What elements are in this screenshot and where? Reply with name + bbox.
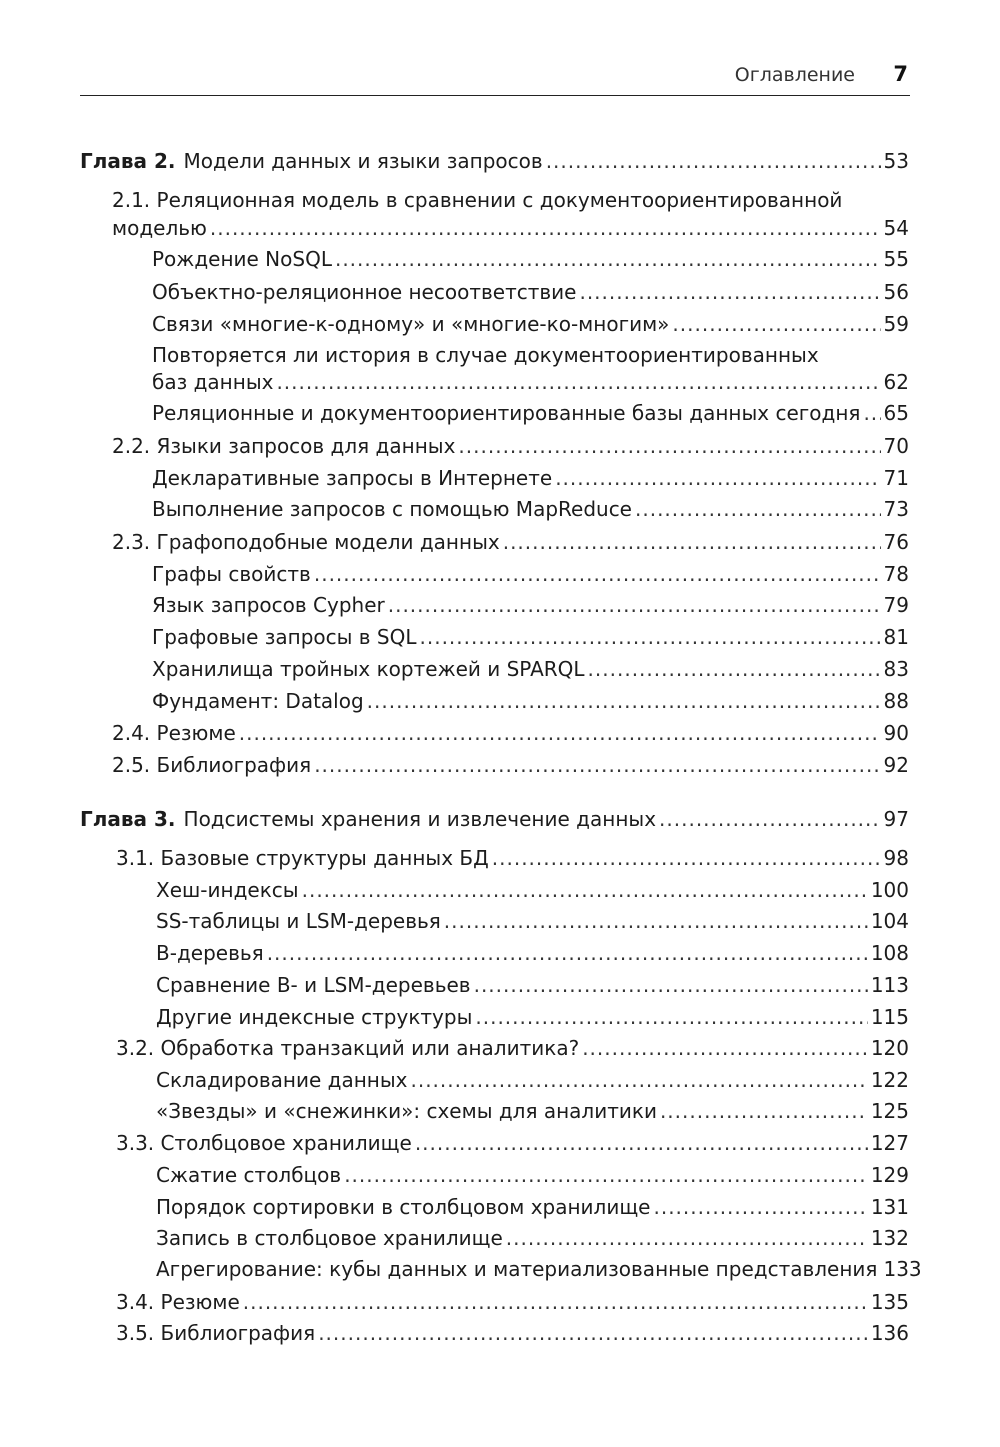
dot-leader — [475, 1004, 867, 1030]
dot-leader — [506, 1225, 868, 1251]
toc-subsection[interactable] — [152, 624, 909, 650]
dot-leader — [672, 311, 880, 337]
toc-subsection[interactable] — [156, 972, 909, 998]
chapter-title: Подсистемы хранения и извлечение данных — [183, 807, 657, 831]
subsection-title: Связи «многие-к-одному» и «многие-ко-многим» — [152, 312, 670, 336]
page-number: 78 — [883, 562, 909, 586]
page-number: 90 — [883, 721, 909, 745]
dot-leader — [863, 400, 880, 426]
page-number: 76 — [883, 530, 909, 554]
page-number: 59 — [883, 312, 909, 336]
subsection-title: Складирование данных — [156, 1068, 408, 1092]
subsection-title: Сравнение B- и LSM-деревьев — [156, 973, 471, 997]
dot-leader — [579, 279, 880, 305]
dot-leader — [276, 369, 880, 395]
page-number: 120 — [870, 1036, 909, 1060]
toc-subsection[interactable] — [152, 561, 909, 587]
dot-leader — [314, 561, 881, 587]
chapter-label: Глава 2. — [80, 149, 176, 173]
dot-leader — [344, 1162, 868, 1188]
toc-section-2-1[interactable] — [112, 215, 909, 241]
dot-leader — [474, 972, 868, 998]
toc-subsection[interactable] — [152, 400, 909, 426]
toc-subsection[interactable] — [152, 246, 909, 272]
toc-subsection[interactable] — [152, 465, 909, 491]
section-title: 2.4. Резюме — [112, 721, 236, 745]
dot-leader — [243, 1289, 868, 1315]
subsection-title: Порядок сортировки в столбцовом хранилище — [156, 1195, 651, 1219]
toc-section-3-3[interactable] — [116, 1130, 909, 1156]
page-number: 65 — [883, 401, 909, 425]
subsection-title: Рождение NoSQL — [152, 247, 332, 271]
toc-subsection-line1[interactable]: Повторяется ли история в случае документоориентированных — [152, 343, 819, 367]
toc-section-2-3[interactable] — [112, 529, 909, 555]
dot-leader — [653, 1194, 867, 1220]
dot-leader — [335, 246, 881, 272]
page-number: 104 — [870, 909, 909, 933]
page-number: 71 — [883, 466, 909, 490]
section-title: 2.3. Графоподобные модели данных — [112, 530, 500, 554]
page-number: 92 — [883, 753, 909, 777]
page-number: 79 — [883, 593, 909, 617]
dot-leader — [318, 1320, 868, 1346]
page-number: 55 — [883, 247, 909, 271]
page-number: 100 — [870, 878, 909, 902]
header-page-number: 7 — [893, 62, 908, 86]
dot-leader — [314, 752, 880, 778]
toc-subsection[interactable] — [152, 496, 909, 522]
dot-leader — [410, 1067, 867, 1093]
page-number: 73 — [883, 497, 909, 521]
subsection-title: Графы свойств — [152, 562, 311, 586]
page-number: 88 — [883, 689, 909, 713]
toc-subsection[interactable] — [156, 1194, 909, 1220]
subsection-title: Хранилища тройных кортежей и SPARQL — [152, 657, 585, 681]
dot-leader — [503, 529, 881, 555]
toc-subsection[interactable] — [152, 656, 909, 682]
toc-section-3-5[interactable] — [116, 1320, 909, 1346]
subsection-title: Объектно-реляционное несоответствие — [152, 280, 577, 304]
dot-leader — [388, 592, 881, 618]
subsection-title: Сжатие столбцов — [156, 1163, 342, 1187]
section-title: 3.2. Обработка транзакций или аналитика? — [116, 1036, 580, 1060]
subsection-title: Реляционные и документоориентированные базы данных сегодня — [152, 401, 861, 425]
dot-leader — [210, 215, 881, 241]
page-number: 98 — [883, 846, 909, 870]
page-number: 56 — [883, 280, 909, 304]
page-number: 97 — [883, 807, 909, 831]
page-number: 113 — [870, 973, 909, 997]
dot-leader — [635, 496, 881, 522]
toc-subsection[interactable] — [156, 908, 909, 934]
toc-section-2-5[interactable] — [112, 752, 909, 778]
toc-subsection[interactable] — [156, 1098, 909, 1124]
subsection-title: Выполнение запросов с помощью MapReduce — [152, 497, 632, 521]
dot-leader — [546, 148, 881, 174]
toc-section-2-4[interactable] — [112, 720, 909, 746]
toc-chapter-2[interactable] — [80, 148, 909, 174]
toc-subsection[interactable] — [152, 279, 909, 305]
header-title: Оглавление — [734, 64, 855, 86]
subsection-title: Запись в столбцовое хранилище — [156, 1226, 503, 1250]
page-number: 122 — [870, 1068, 909, 1092]
toc-subsection[interactable] — [152, 369, 909, 395]
toc-subsection[interactable] — [156, 877, 909, 903]
toc-chapter-3[interactable] — [80, 806, 909, 832]
page-number: 132 — [870, 1226, 909, 1250]
running-header — [80, 58, 910, 96]
dot-leader — [588, 656, 881, 682]
page-number: 136 — [870, 1321, 909, 1345]
dot-leader — [582, 1035, 868, 1061]
page-number: 53 — [883, 149, 909, 173]
dot-leader — [555, 465, 880, 491]
toc-section-2-1-line1[interactable]: 2.1. Реляционная модель в сравнении с документоориентированной — [112, 188, 843, 212]
page-number: 70 — [883, 434, 909, 458]
toc-section-3-2[interactable] — [116, 1035, 909, 1061]
page-number: 108 — [870, 941, 909, 965]
section-title: 3.5. Библиография — [116, 1321, 316, 1345]
toc-subsection[interactable] — [152, 592, 909, 618]
dot-leader — [660, 1098, 868, 1124]
toc-subsection[interactable] — [156, 940, 909, 966]
subsection-title: Агрегирование: кубы данных и материализованные представления — [156, 1257, 878, 1281]
section-title: моделью — [112, 216, 207, 240]
page-number: 81 — [883, 625, 909, 649]
subsection-title: Хеш-индексы — [156, 878, 299, 902]
section-title: 3.1. Базовые структуры данных БД — [116, 846, 489, 870]
subsection-title: B-деревья — [156, 941, 264, 965]
dot-leader — [239, 720, 881, 746]
page-number: 129 — [870, 1163, 909, 1187]
dot-leader — [415, 1130, 868, 1156]
toc-subsection[interactable] — [156, 1067, 909, 1093]
chapter-title: Модели данных и языки запросов — [183, 149, 543, 173]
page-number: 83 — [883, 657, 909, 681]
subsection-title: Графовые запросы в SQL — [152, 625, 417, 649]
toc-subsection[interactable] — [152, 688, 909, 714]
toc-subsection[interactable] — [156, 1225, 909, 1251]
toc-subsection[interactable] — [156, 1256, 922, 1282]
chapter-label: Глава 3. — [80, 807, 176, 831]
dot-leader — [458, 433, 880, 459]
dot-leader — [659, 806, 881, 832]
dot-leader — [367, 688, 881, 714]
subsection-title: Язык запросов Cypher — [152, 593, 385, 617]
dot-leader — [420, 624, 881, 650]
dot-leader — [444, 908, 868, 934]
toc-subsection[interactable] — [156, 1004, 909, 1030]
dot-leader — [267, 940, 868, 966]
section-title: 2.2. Языки запросов для данных — [112, 434, 456, 458]
subsection-title: баз данных — [152, 370, 274, 394]
section-title: 2.5. Библиография — [112, 753, 312, 777]
subsection-title: Декларативные запросы в Интернете — [152, 466, 553, 490]
subsection-title: Фундамент: Datalog — [152, 689, 364, 713]
page-number: 62 — [883, 370, 909, 394]
toc-subsection[interactable] — [156, 1162, 909, 1188]
toc-section-2-2[interactable] — [112, 433, 909, 459]
dot-leader — [302, 877, 868, 903]
page-number: 125 — [870, 1099, 909, 1123]
section-title: 3.4. Резюме — [116, 1290, 240, 1314]
toc-section-3-1[interactable] — [116, 845, 909, 871]
section-title: 3.3. Столбцовое хранилище — [116, 1131, 412, 1155]
subsection-title: «Звезды» и «снежинки»: схемы для аналитики — [156, 1099, 657, 1123]
page-number: 131 — [870, 1195, 909, 1219]
page-number: 133 — [883, 1257, 922, 1281]
subsection-title: Другие индексные структуры — [156, 1005, 473, 1029]
page-number: 135 — [870, 1290, 909, 1314]
toc-subsection[interactable] — [152, 311, 909, 337]
subsection-title: SS-таблицы и LSM-деревья — [156, 909, 441, 933]
page-number: 115 — [870, 1005, 909, 1029]
toc-section-3-4[interactable] — [116, 1289, 909, 1315]
dot-leader — [492, 845, 881, 871]
page-number: 54 — [883, 216, 909, 240]
page-number: 127 — [870, 1131, 909, 1155]
